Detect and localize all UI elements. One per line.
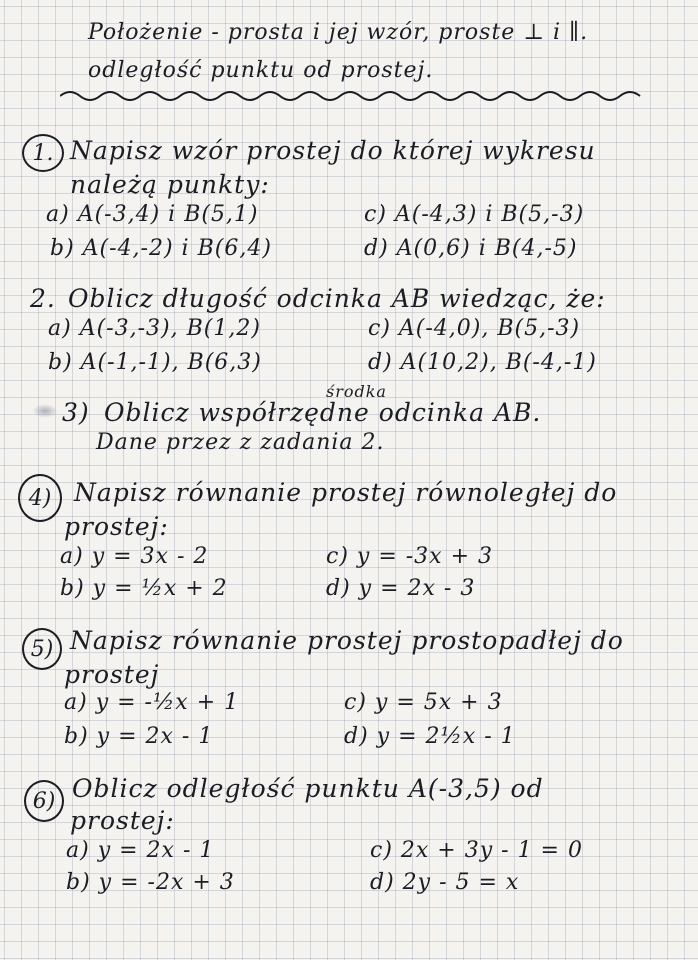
task-2-item-c: c) A(-4,0), B(5,-3) bbox=[368, 316, 581, 341]
task-6-item-a: a) y = 2x - 1 bbox=[66, 838, 215, 863]
task-6-text-line-1: Oblicz odległość punktu A(-3,5) od bbox=[72, 774, 544, 803]
ink-smudge bbox=[32, 404, 58, 418]
task-1-item-a: a) A(-3,4) i B(5,1) bbox=[46, 202, 259, 227]
task-1-item-b: b) A(-4,-2) i B(6,4) bbox=[50, 236, 272, 261]
task-4-text-line-2: prostej: bbox=[64, 512, 169, 541]
task-2-item-a: a) A(-3,-3), B(1,2) bbox=[48, 316, 261, 341]
task-2-number: 2. bbox=[30, 284, 56, 313]
task-5-item-a: a) y = -½x + 1 bbox=[64, 690, 240, 715]
task-4-item-c: c) y = -3x + 3 bbox=[326, 544, 494, 569]
task-6-item-d: d) 2y - 5 = x bbox=[370, 870, 520, 895]
task-4-text-line-1: Napisz równanie prostej równoległej do bbox=[74, 478, 618, 507]
task-6-item-c: c) 2x + 3y - 1 = 0 bbox=[370, 838, 583, 863]
task-5-item-b: b) y = 2x - 1 bbox=[64, 724, 214, 749]
task-6-text-line-2: prostej: bbox=[70, 806, 175, 835]
task-3-insert-word: środka bbox=[326, 382, 387, 401]
header-line-2: odległość punktu od prostej. bbox=[88, 58, 434, 83]
task-2-text-line-1: Oblicz długość odcinka AB wiedząc, że: bbox=[68, 284, 606, 313]
header-underline-wave bbox=[60, 86, 650, 106]
task-2-item-d: d) A(10,2), B(-4,-1) bbox=[368, 350, 597, 375]
task-4-item-b: b) y = ½x + 2 bbox=[60, 576, 228, 601]
task-3-text-line-2: Dane przez z zadania 2. bbox=[96, 430, 385, 455]
task-4-item-a: a) y = 3x - 2 bbox=[60, 544, 209, 569]
task-5-item-c: c) y = 5x + 3 bbox=[344, 690, 503, 715]
task-1-item-d: d) A(0,6) i B(4,-5) bbox=[364, 236, 578, 261]
task-3-text-line-1: Oblicz współrzędne odcinka AB. bbox=[104, 398, 542, 427]
task-1-item-c: c) A(-4,3) i B(5,-3) bbox=[364, 202, 585, 227]
header-line-1: Położenie - prosta i jej wzór, proste ⊥ i ∥. bbox=[88, 20, 589, 45]
task-4-number: 4) bbox=[18, 474, 62, 522]
task-4-item-d: d) y = 2x - 3 bbox=[326, 576, 476, 601]
task-1-number: 1. bbox=[22, 134, 64, 172]
task-1-text-line-2: należą punkty: bbox=[70, 170, 270, 199]
task-5-text-line-2: prostej bbox=[64, 660, 160, 689]
task-6-item-b: b) y = -2x + 3 bbox=[66, 870, 235, 895]
task-5-item-d: d) y = 2½x - 1 bbox=[344, 724, 516, 749]
task-1-text-line-1: Napisz wzór prostej do której wykresu bbox=[70, 136, 596, 165]
task-5-text-line-1: Napisz równanie prostej prostopadłej do bbox=[70, 626, 624, 655]
task-5-number: 5) bbox=[22, 628, 62, 670]
task-2-item-b: b) A(-1,-1), B(6,3) bbox=[48, 350, 262, 375]
task-6-number: 6) bbox=[24, 780, 64, 822]
task-3-number: 3) bbox=[62, 398, 90, 427]
